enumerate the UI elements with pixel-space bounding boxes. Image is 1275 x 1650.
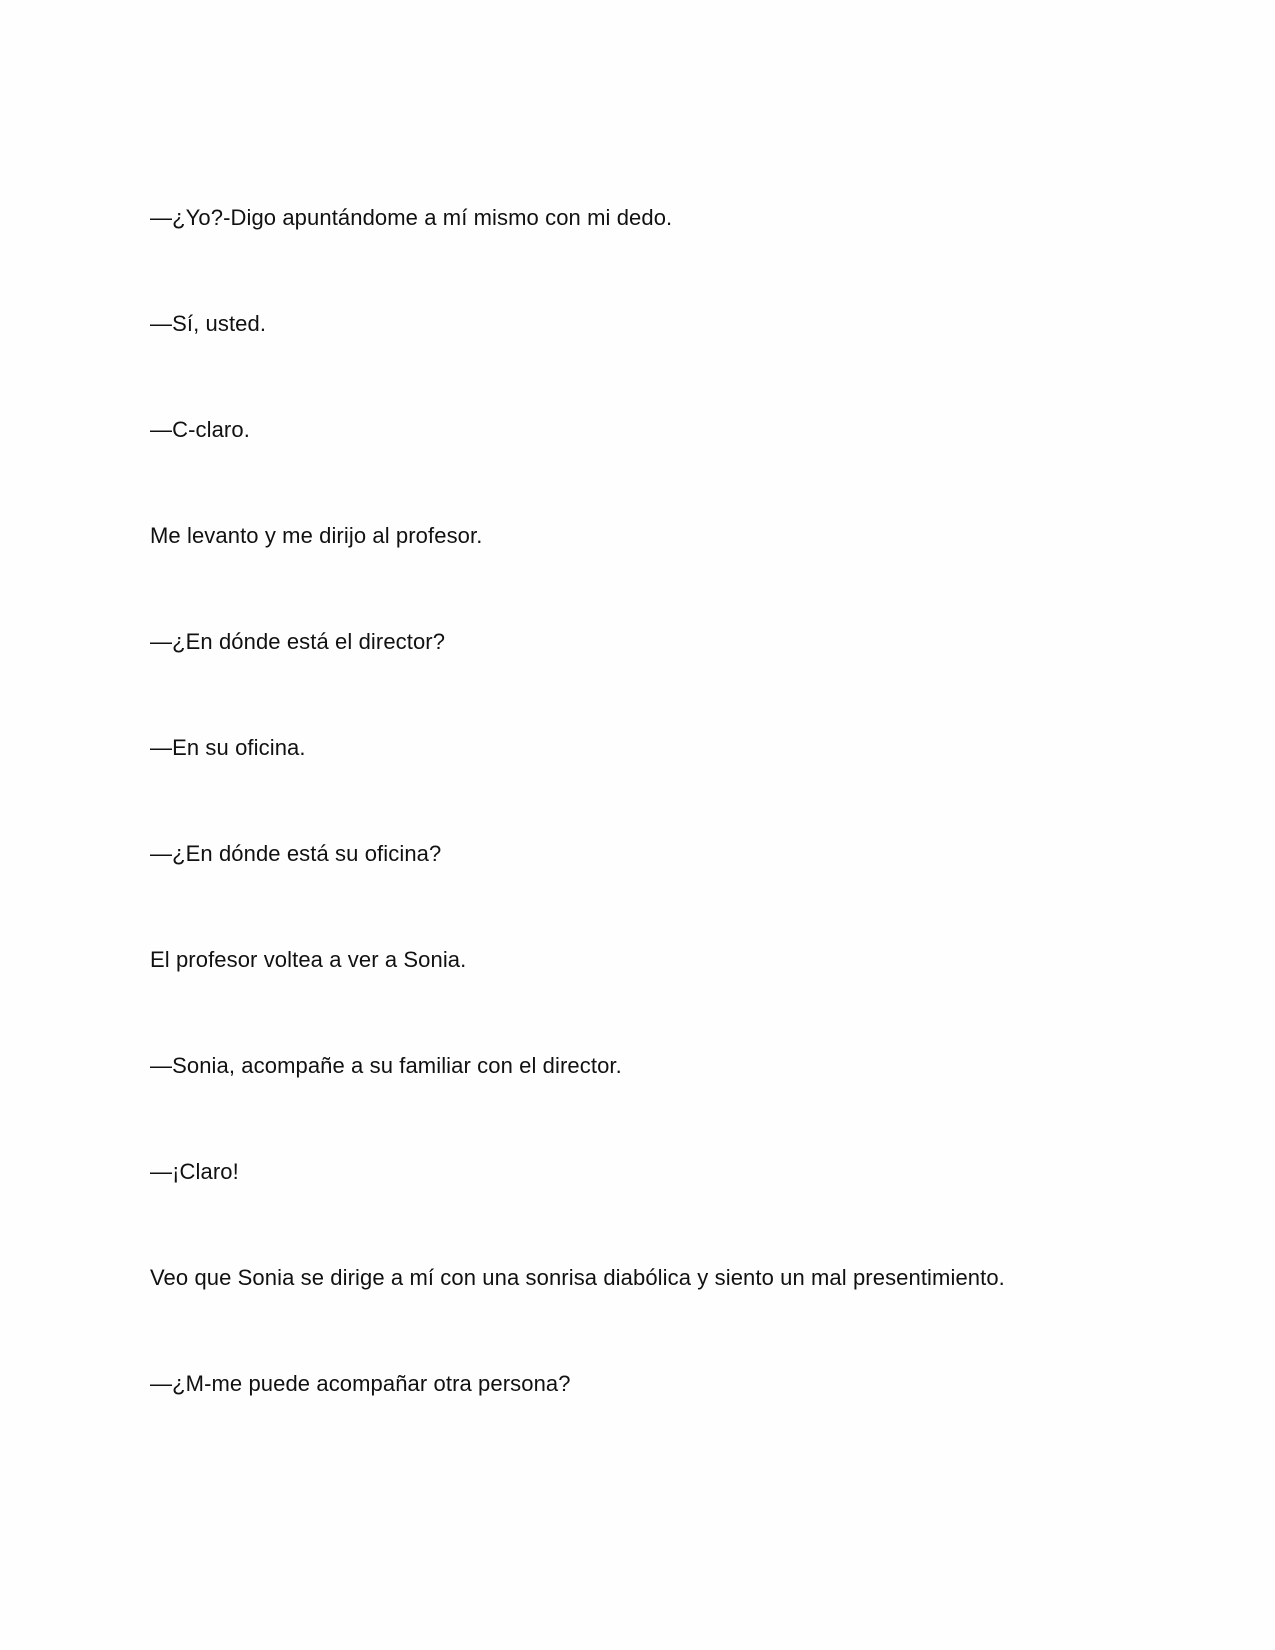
paragraph: —En su oficina. — [150, 735, 306, 760]
paragraph: Me levanto y me dirijo al profesor. — [150, 523, 483, 548]
paragraph: —¿Yo?-Digo apuntándome a mí mismo con mi dedo. — [150, 205, 673, 230]
paragraph: —Sonia, acompañe a su familiar con el director. — [150, 1053, 622, 1078]
paragraph: —C-claro. — [150, 417, 250, 442]
paragraph: —¿En dónde está su oficina? — [150, 841, 442, 866]
paragraph: —Sí, usted. — [150, 311, 267, 336]
paragraph: —¿M-me puede acompañar otra persona? — [150, 1371, 571, 1396]
paragraph: El profesor voltea a ver a Sonia. — [150, 947, 467, 972]
paragraph: —¿En dónde está el director? — [150, 629, 446, 654]
paragraph: —¡Claro! — [150, 1159, 239, 1184]
paragraph: Veo que Sonia se dirige a mí con una sonrisa diabólica y siento un mal presentimiento. — [150, 1265, 1005, 1290]
